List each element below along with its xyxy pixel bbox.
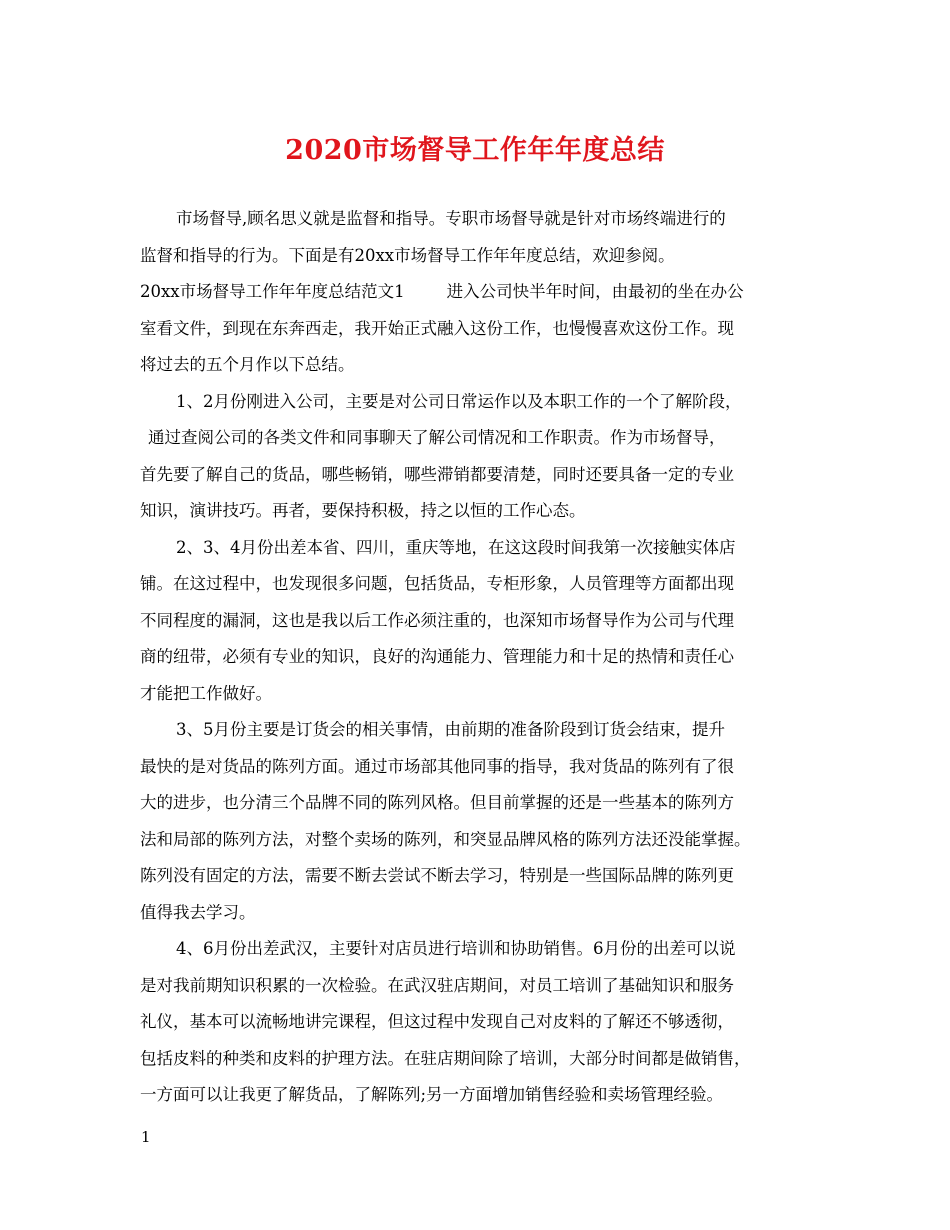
text-line: 不同程度的漏洞，这也是我以后工作必须注重的，也深知市场督导作为公司与代理 — [140, 610, 734, 630]
text-line: 通过查阅公司的各类文件和同事聊天了解公司情况和工作职责。作为市场督导， — [148, 428, 726, 447]
text-line: 室看文件，到现在东奔西走，我开始正式融入这份工作，也慢慢喜欢这份工作。现 — [140, 318, 734, 338]
text-line: 值得我去学习。 — [140, 902, 256, 922]
text-line: 3、5月份主要是订货会的相关事情，由前期的准备阶段到订货会结束，提升 — [176, 720, 725, 739]
text-line: 商的纽带，必须有专业的知识，良好的沟通能力、管理能力和十足的热情和责任心 — [140, 647, 734, 666]
text-line: 市场督导,顾名思义就是监督和指导。专职市场督导就是针对市场终端进行的 — [176, 209, 726, 228]
text-line: 首先要了解自己的货品，哪些畅销，哪些滞销都要清楚，同时还要具备一定的专业 — [140, 464, 734, 484]
text-line: 包括皮料的种类和皮料的护理方法。在驻店期间除了培训，大部分时间都是做销售， — [140, 1048, 751, 1068]
text-line: 铺。在这过程中，也发现很多问题，包括货品，专柜形象，人员管理等方面都出现 — [140, 574, 734, 593]
text-line: 一方面可以让我更了解货品，了解陈列;另一方面增加销售经验和卖场管理经验。 — [140, 1085, 724, 1104]
text-line: 陈列没有固定的方法，需要不断去尝试不断去学习，特别是一些国际品牌的陈列更 — [140, 866, 734, 885]
text-line: 4、6月份出差武汉，主要针对店员进行培训和协助销售。6月份的出差可以说 — [176, 939, 736, 958]
text-line: 才能把工作做好。 — [140, 683, 272, 703]
text-line: 1、2月份刚进入公司，主要是对公司日常运作以及本职工作的一个了解阶段， — [176, 391, 742, 411]
text-line: 是对我前期知识积累的一次检验。在武汉驻店期间，对员工培训了基础知识和服务 — [140, 975, 734, 995]
page-number: 1 — [141, 1128, 151, 1146]
text-line: 礼仪，基本可以流畅地讲完课程，但这过程中发现自己对皮料的了解还不够透彻， — [140, 1012, 734, 1031]
text-line: 2、3、4月份出差本省、四川，重庆等地，在这这段时间我第一次接触实体店 — [176, 537, 736, 557]
sample-heading: 20xx市场督导工作年年度总结范文1 — [140, 282, 405, 301]
document-title: 2020市场督导工作年年度总结 — [285, 135, 665, 166]
text-line: 最快的是对货品的陈列方面。通过市场部其他同事的指导，我对货品的陈列有了很 — [140, 756, 734, 776]
text-line: 监督和指导的行为。下面是有20xx市场督导工作年年度总结，欢迎参阅。 — [140, 245, 675, 265]
sample-text: 进入公司快半年时间，由最初的坐在办公 — [446, 282, 744, 301]
text-line: 法和局部的陈列方法，对整个卖场的陈列，和突显品牌风格的陈列方法还没能掌握。 — [140, 829, 751, 849]
document-body — [140, 201, 830, 1114]
text-line — [140, 274, 830, 311]
text-line: 知识，演讲技巧。再者，要保持积极，持之以恒的工作心态。 — [140, 501, 586, 520]
text-line: 将过去的五个月作以下总结。 — [140, 355, 355, 374]
text-line: 大的进步，也分清三个品牌不同的陈列风格。但目前掌握的还是一些基本的陈列方 — [140, 793, 734, 812]
